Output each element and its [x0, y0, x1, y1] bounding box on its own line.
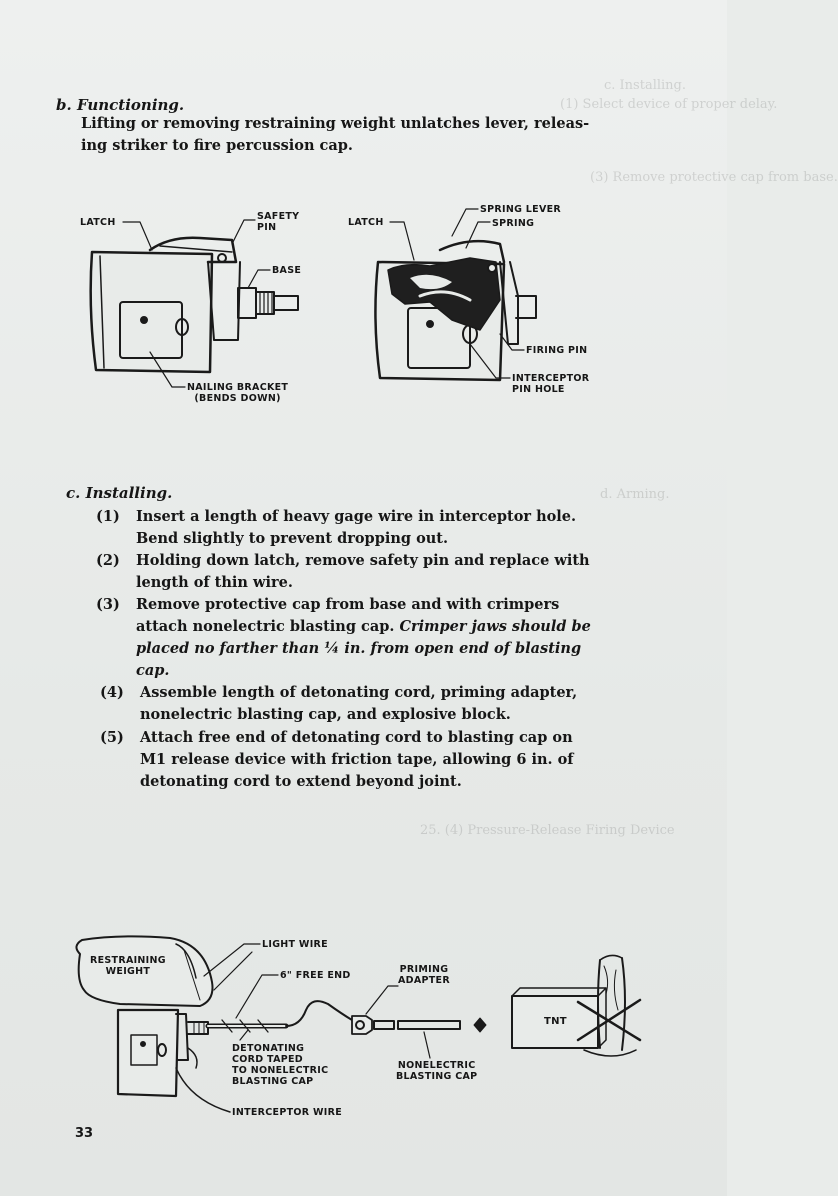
- step-5-line-3: detonating cord to extend beyond joint.: [140, 773, 462, 790]
- label-detonating-cord-line-1: DETONATING: [232, 1043, 305, 1054]
- label-latch-left: LATCH: [80, 217, 116, 228]
- label-interceptor-pin-hole: [512, 373, 589, 395]
- label-safety-pin-line-2: PIN: [257, 222, 277, 233]
- label-restraining-weight: [90, 955, 166, 977]
- label-priming-adapter: [398, 964, 450, 986]
- bleed-through-text: c. Installing. (1) Select device of proper delay. (3) Remove protective cap from base. d. Arming. 25. (4) Pressure-Release Firing Device: [420, 78, 838, 838]
- label-nonelectric-cap: [396, 1060, 477, 1082]
- step-2-line-1: Holding down latch, remove safety pin and replace with: [136, 552, 590, 569]
- section-b-line-1: Lifting or removing restraining weight unlatches lever, releas-: [81, 115, 590, 132]
- label-detonating-cord: [232, 1043, 328, 1087]
- section-c-title: Installing.: [85, 484, 173, 502]
- section-b-line-2: ing striker to fire percussion cap.: [81, 137, 353, 154]
- step-2-line-2: length of thin wire.: [136, 574, 293, 591]
- label-detonating-cord-line-4: BLASTING CAP: [232, 1076, 314, 1087]
- step-2-number: (2): [96, 552, 120, 569]
- label-spring: SPRING: [492, 218, 535, 229]
- label-detonating-cord-line-2: CORD TAPED: [232, 1054, 303, 1065]
- page-number: 33: [75, 1126, 94, 1141]
- label-priming-adapter-line-1: PRIMING: [399, 964, 449, 975]
- step-5-number: (5): [100, 729, 124, 746]
- label-interceptor-pin-hole-line-1: INTERCEPTOR: [512, 373, 590, 384]
- label-nailing-bracket-line-1: NAILING BRACKET: [187, 382, 289, 393]
- label-detonating-cord-line-3: TO NONELECTRIC: [232, 1065, 329, 1076]
- step-5-line-2: M1 release device with friction tape, allowing 6 in. of: [140, 751, 574, 768]
- label-spring-lever: SPRING LEVER: [480, 204, 562, 215]
- section-c-heading: [66, 484, 172, 502]
- label-base: BASE: [272, 265, 302, 276]
- label-interceptor-pin-hole-line-2: PIN HOLE: [512, 384, 565, 395]
- label-firing-pin: FIRING PIN: [526, 345, 588, 356]
- label-interceptor-wire: INTERCEPTOR WIRE: [232, 1107, 342, 1118]
- label-safety-pin: [257, 211, 299, 233]
- label-light-wire: LIGHT WIRE: [262, 939, 328, 950]
- step-3-line-3-italic: placed no farther than ¼ in. from open end of blasting: [136, 640, 582, 657]
- label-free-end: 6" FREE END: [280, 970, 351, 981]
- label-tnt: TNT: [544, 1016, 567, 1027]
- label-restraining-weight-line-1: RESTRAINING: [90, 955, 166, 966]
- step-1-line-2: Bend slightly to prevent dropping out.: [136, 530, 449, 547]
- right-device-drawing: [375, 241, 536, 380]
- step-4-line-2: nonelectric blasting cap, and explosive block.: [140, 706, 511, 723]
- step-3-line-4-italic: cap.: [136, 662, 170, 679]
- step-3-line-2b-italic: Crimper jaws should be: [399, 618, 591, 635]
- label-nonelectric-cap-line-2: BLASTING CAP: [396, 1071, 478, 1082]
- step-5-line-1: Attach free end of detonating cord to blasting cap on: [140, 729, 573, 746]
- section-b-letter: b.: [56, 96, 72, 114]
- step-3-line-2a: attach nonelectric blasting cap.: [136, 618, 400, 635]
- section-b-title: Functioning.: [76, 96, 185, 114]
- label-latch-right: LATCH: [348, 217, 384, 228]
- label-nailing-bracket-line-2: (BENDS DOWN): [194, 393, 281, 404]
- step-1-line-1: Insert a length of heavy gage wire in interceptor hole.: [136, 508, 577, 525]
- section-c-letter: c.: [66, 484, 81, 502]
- label-restraining-weight-line-2: WEIGHT: [105, 966, 151, 977]
- step-1-number: (1): [96, 508, 120, 525]
- step-4-line-1: Assemble length of detonating cord, priming adapter,: [140, 684, 578, 701]
- label-priming-adapter-line-2: ADAPTER: [398, 975, 450, 986]
- label-safety-pin-line-1: SAFETY: [257, 211, 300, 222]
- step-3-line-1: Remove protective cap from base and with crimpers: [136, 596, 560, 613]
- step-3-number: (3): [96, 596, 120, 613]
- label-nonelectric-cap-line-1: NONELECTRIC: [397, 1060, 476, 1071]
- step-4-number: (4): [100, 684, 124, 701]
- label-nailing-bracket: [187, 382, 288, 404]
- left-device-drawing: [91, 238, 298, 372]
